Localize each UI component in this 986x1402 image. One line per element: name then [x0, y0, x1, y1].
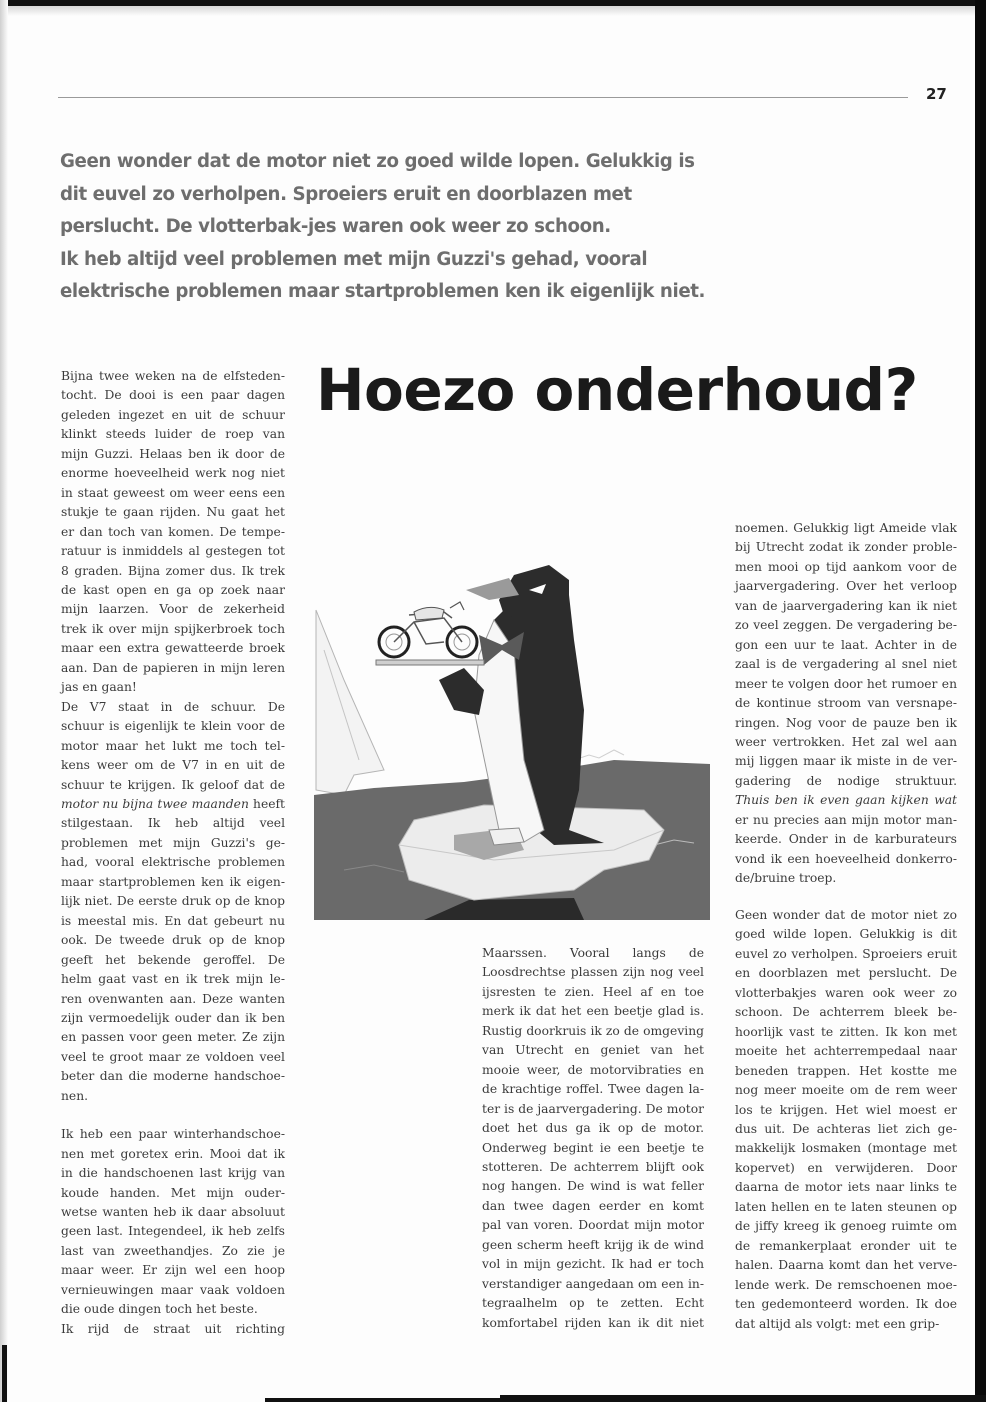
- article-paragraph: [735, 519, 957, 889]
- italic-text-run: Thuis ben ik even gaan kijken wat: [735, 793, 957, 808]
- article-paragraph: Ik heb een paar winterhandschoe-nen met goretex erin. Mooi dat ik in die handschoenen last krijg van koude handen. Met mijn ouder-wetse wanten heb ik daar absoluut geen last. Integendeel, ik heb zelfs last van zweethandjes. Zo zie je maar weer. Er zijn wel een hoop vernieuwingen maar vaak voldoen die oude dingen toch het beste.: [61, 1127, 285, 1317]
- scan-edge-right: [975, 0, 986, 1402]
- article-column-2: [482, 944, 704, 1333]
- article-paragraph: Bijna twee weken na de elfsteden-tocht. De dooi is een paar dagen geleden ingezet en uit de schuur klinkt steeds luider de roep van mijn Guzzi. Helaas ben ik door de enorme hoeveelheid werk nog niet in staat geweest om weer eens een stukje te gaan rijden. Nu gaat het er dan toch van komen. De tempe-ratuur is inmiddels al gestegen tot 8 graden. Bijna zomer dus. Ik trek de kast open en ga op zoek naar mijn laarzen. Voor de zekerheid trek ik over mijn spijkerbroek toch maar een extra gewatteerde broek aan. Dan de papieren in mijn leren jas en gaan!: [61, 369, 285, 695]
- text-run: heeft stilgestaan. Ik heb altijd veel problemen met mijn Guzzi's ge-had, vooral elektrische problemen maar startproblemen ken ik eigen-lijk niet. De eerste druk op de knop is meestal mis. En dat gebeurt nu ook. De tweede druk op de knop geeft het bekende geroffel. De helm gaat vast en ik trek mijn le-ren ovenwanten aan. Deze wanten zijn vermoedelijk ouder dan ik ben en passen voor geen meter. Ze zijn veel te groot maar ze voldoen veel beter dan die moderne handschoe-nen.: [61, 796, 285, 1103]
- serving-tray: [376, 660, 484, 665]
- scan-edge-bottom-thick: [500, 1395, 986, 1402]
- penguin-illustration: [314, 560, 710, 920]
- article-paragraph: Maarssen. Vooral langs de Loosdrechtse plassen zijn nog veel ijsresten te zien. Heel af en toe merk ik dat het een beetje glad is. Rustig doorkruis ik zo de omgeving van Utrecht en geniet van het mooie weer, de motorvibraties en de krachtige roffel. Twee dagen la-ter is de jaarvergadering. De motor doet het dus ga ik op de motor. Onderweg begint ie een beetje te stotteren. De achterrem blijft ook nog hangen. De wind is wat feller dan twee dagen eerder en komt pal van voren. Doordat mijn motor geen scherm heeft krijg ik de wind vol in mijn gezicht. Ik had er toch verstandiger aangedaan om een in-tegraalhelm op te zetten. Echt komfortabel rijden kan ik dit niet: [482, 946, 704, 1330]
- article-column-3-continued: [735, 906, 957, 1334]
- article-column-1: [61, 367, 285, 1339]
- article-paragraph: Ik rijd de straat uit richting: [61, 1321, 285, 1336]
- text-run: er nu precies aan mijn motor man-keerde. Onder in de karburateurs vond ik een hoeveelheid donkerro-de/bruine troep.: [735, 812, 957, 886]
- article-paragraph: [61, 698, 285, 1107]
- article-column-3: [735, 519, 957, 889]
- header-rule: [58, 97, 908, 98]
- pull-quote-paragraph: Ik heb altijd veel problemen met mijn Guzzi's gehad, vooral elektrische problemen maar startproblemen ken ik eigenlijk niet.: [60, 248, 706, 302]
- scan-edge-left-bottom: [2, 1345, 7, 1402]
- article-title: Hoezo onderhoud?: [316, 356, 918, 424]
- pull-quote: [60, 146, 720, 309]
- scan-shadow-top: [0, 6, 986, 16]
- penguin-foot: [489, 828, 524, 845]
- pull-quote-paragraph: Geen wonder dat de motor niet zo goed wilde lopen. Gelukkig is dit euvel zo verholpen. Sproeiers eruit en doorblazen met perslucht. De vlotterbak-jes waren ook weer zo schoon.: [60, 151, 695, 237]
- text-run: noemen. Gelukkig ligt Ameide vlak bij Utrecht zodat ik zonder proble-men mooi op tijd aankom voor de jaarvergadering. Over het verloop van de jaarvergadering kan ik niet zo veel zeggen. De vergadering be-gon een uur te laat. Achter in de zaal is de vergadering al snel niet meer te volgen door het rumoer en de kontinue stroom van versnape-ringen. Nog voor de pauze ben ik weer vertrokken. Het zal wel aan mij liggen maar ik miste in de ver-gadering de nodige struktuur.: [735, 521, 957, 788]
- article-paragraph: Geen wonder dat de motor niet zo goed wilde lopen. Gelukkig is dit euvel zo verholpen. Sproeiers eruit en doorblazen met perslucht. De vlotterbakjes waren ook weer zo schoon. De achterrem bleek be-hoorlijk vast te zitten. Ik kon met moeite het achterrempedaal naar beneden trappen. Het kostte me nog meer moeite om de rem weer los te krijgen. Het wiel moest er dus uit. De achteras liet zich ge-makkelijk losmaken (montage met kopervet) en verwijderen. Door daarna de motor iets naar links te laten hellen en te laten steunen op de jiffy kreeg ik genoeg ruimte om de remankerplaat eronder uit te halen. Daarna komt dan het verve-lende werk. De remschoenen moe-ten gedemonteerd worden. Ik doe dat altijd als volgt: met een grip-: [735, 908, 957, 1331]
- italic-text-run: motor nu bijna twee maanden: [61, 796, 249, 811]
- page-number: 27: [926, 85, 947, 103]
- scan-shadow-left: [0, 0, 8, 1402]
- text-run: De V7 staat in de schuur. De schuur is eigenlijk te klein voor de motor maar het lukt me toch tel-kens weer om de V7 in en uit de schuur te krijgen. Ik geloof dat de: [61, 699, 285, 792]
